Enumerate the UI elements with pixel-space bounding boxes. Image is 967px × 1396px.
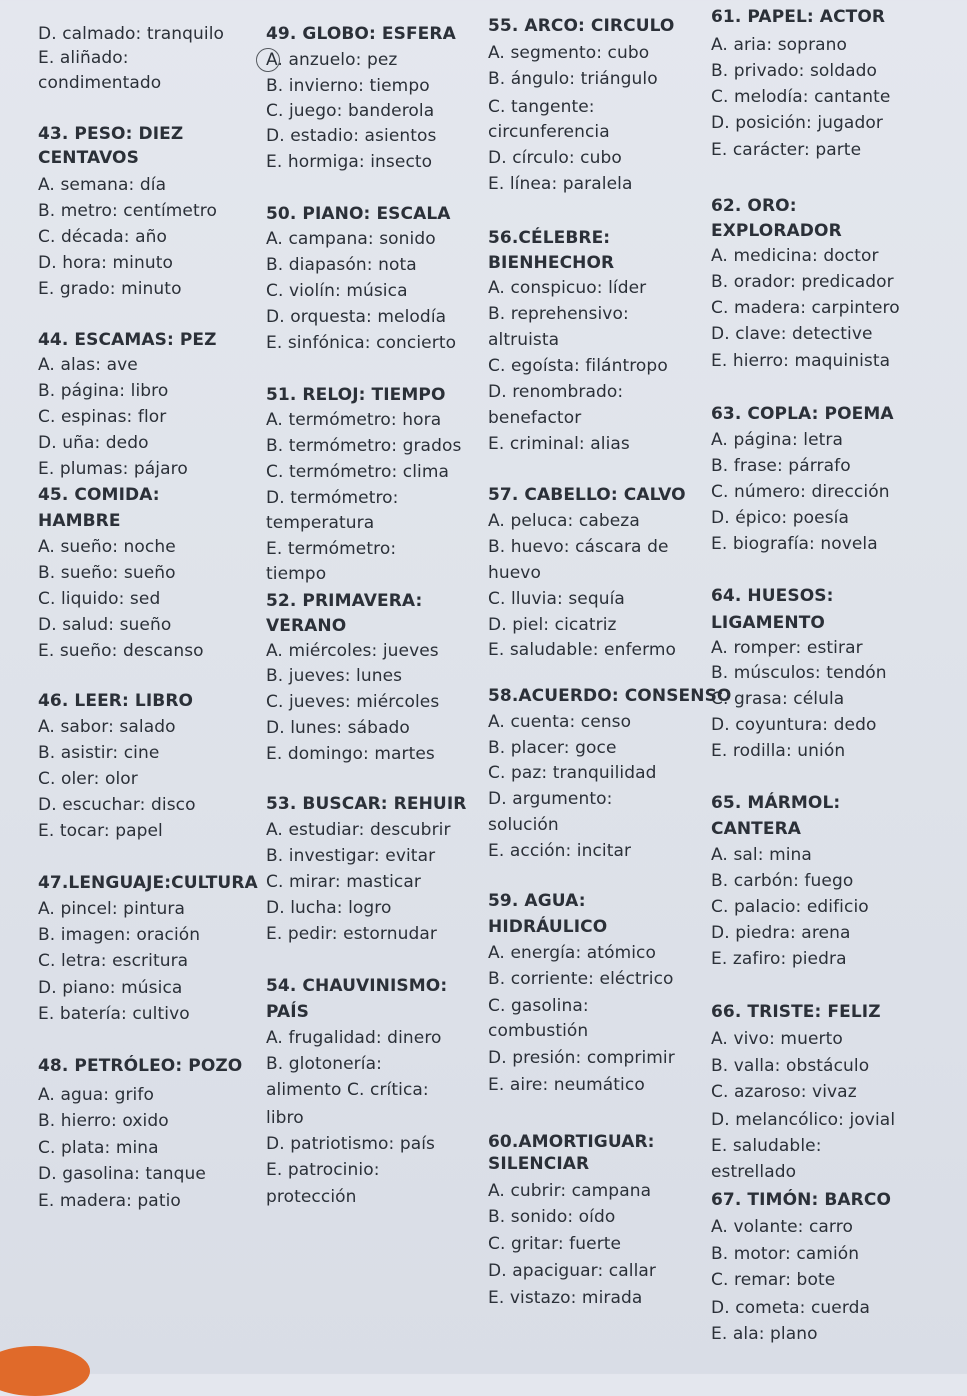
answer-option: E. pedir: estornudar <box>266 924 437 944</box>
answer-option: C. violín: música <box>266 281 408 301</box>
answer-option: B. metro: centímetro <box>38 201 217 221</box>
question-heading: 51. RELOJ: TIEMPO <box>266 385 446 405</box>
answer-option: C. melodía: cantante <box>711 87 891 107</box>
answer-option: D. lucha: logro <box>266 898 392 918</box>
answer-option: B. reprehensivo: <box>488 304 629 324</box>
answer-option: E. plumas: pájaro <box>38 459 188 479</box>
question-heading: HAMBRE <box>38 511 121 531</box>
answer-option: C. lluvia: sequía <box>488 589 625 609</box>
question-heading: 54. CHAUVINISMO: <box>266 976 448 996</box>
question-heading: HIDRÁULICO <box>488 917 608 937</box>
answer-option: E. rodilla: unión <box>711 741 846 761</box>
answer-option: D. piedra: arena <box>711 923 851 943</box>
answer-option: B. placer: goce <box>488 738 617 758</box>
answer-option: B. corriente: eléctrico <box>488 969 674 989</box>
question-heading: 61. PAPEL: ACTOR <box>711 7 886 27</box>
answer-option: E. grado: minuto <box>38 279 182 299</box>
answer-option: D. melancólico: jovial <box>711 1110 896 1130</box>
answer-option: E. biografía: novela <box>711 534 878 554</box>
question-heading: BIENHECHOR <box>488 253 615 273</box>
answer-option: E. línea: paralela <box>488 174 633 194</box>
answer-option: D. uña: dedo <box>38 433 149 453</box>
question-heading: 53. BUSCAR: REHUIR <box>266 794 467 814</box>
answer-option: A. romper: estirar <box>711 638 863 658</box>
answer-option: C. oler: olor <box>38 769 138 789</box>
answer-option: D. hora: minuto <box>38 253 174 273</box>
answer-option: D. cometa: cuerda <box>711 1298 871 1318</box>
answer-option: alimento C. crítica: <box>266 1080 429 1100</box>
question-heading: 58.ACUERDO: CONSENSO <box>488 686 732 706</box>
answer-option: C. plata: mina <box>38 1138 159 1158</box>
answer-option: libro <box>266 1108 304 1128</box>
answer-option: D. piel: cicatriz <box>488 615 617 635</box>
answer-option: E. tocar: papel <box>38 821 163 841</box>
answer-option: E. hierro: maquinista <box>711 351 891 371</box>
answer-option: A. sal: mina <box>711 845 812 865</box>
orange-corner-object <box>0 1346 90 1396</box>
answer-option: C. letra: escritura <box>38 951 189 971</box>
question-heading: 55. ARCO: CIRCULO <box>488 16 675 36</box>
answer-option: C. termómetro: clima <box>266 462 450 482</box>
answer-option: A. vivo: muerto <box>711 1029 843 1049</box>
question-heading: 44. ESCAMAS: PEZ <box>38 330 217 350</box>
answer-option: B. sonido: oído <box>488 1207 616 1227</box>
answer-option: C. espinas: flor <box>38 407 167 427</box>
answer-option: D. presión: comprimir <box>488 1048 675 1068</box>
answer-option: C. madera: carpintero <box>711 298 900 318</box>
answer-option: D. salud: sueño <box>38 615 172 635</box>
answer-option: C. década: año <box>38 227 168 247</box>
answer-option: C. grasa: célula <box>711 689 845 709</box>
answer-option: B. asistir: cine <box>38 743 160 763</box>
answer-option: B. motor: camión <box>711 1244 860 1264</box>
answer-option: E. vistazo: mirada <box>488 1288 643 1308</box>
question-heading: 63. COPLA: POEMA <box>711 404 894 424</box>
answer-option: B. página: libro <box>38 381 169 401</box>
question-heading: 67. TIMÓN: BARCO <box>711 1190 892 1210</box>
question-heading: 62. ORO: <box>711 196 797 216</box>
answer-option: A. sueño: noche <box>38 537 176 557</box>
question-heading: 47.LENGUAJE:CULTURA <box>38 873 258 893</box>
answer-option: D. calmado: tranquilo <box>38 24 225 44</box>
answer-option: altruista <box>488 330 560 350</box>
answer-option: E. madera: patio <box>38 1191 181 1211</box>
answer-option: B. frase: párrafo <box>711 456 851 476</box>
question-heading: 52. PRIMAVERA: <box>266 591 423 611</box>
answer-option: D. piano: música <box>38 978 183 998</box>
answer-option: A. semana: día <box>38 175 167 195</box>
answer-option: A. conspicuo: líder <box>488 278 647 298</box>
answer-option: huevo <box>488 563 541 583</box>
answer-option: E. acción: incitar <box>488 841 632 861</box>
answer-option: solución <box>488 815 559 835</box>
answer-option: C. paz: tranquilidad <box>488 763 657 783</box>
answer-option: D. orquesta: melodía <box>266 307 447 327</box>
answer-option: D. lunes: sábado <box>266 718 410 738</box>
answer-option: A. cubrir: campana <box>488 1181 652 1201</box>
answer-option: A. volante: carro <box>711 1217 853 1237</box>
answer-option: B. invierno: tiempo <box>266 76 430 96</box>
answer-option: A. medicina: doctor <box>711 246 879 266</box>
answer-option: B. glotonería: <box>266 1054 382 1074</box>
answer-option: B. huevo: cáscara de <box>488 537 669 557</box>
answer-option: protección <box>266 1187 357 1207</box>
answer-option: estrellado <box>711 1162 797 1182</box>
question-heading: EXPLORADOR <box>711 221 842 241</box>
question-heading: 43. PESO: DIEZ <box>38 124 184 144</box>
answer-option: D. escuchar: disco <box>38 795 196 815</box>
answer-option: E. ala: plano <box>711 1324 818 1344</box>
answer-option: A. energía: atómico <box>488 943 656 963</box>
answer-option: B. hierro: oxido <box>38 1111 169 1131</box>
answer-option: B. carbón: fuego <box>711 871 854 891</box>
answer-option: A. agua: grifo <box>38 1085 154 1105</box>
answer-option: C. egoísta: filántropo <box>488 356 668 376</box>
answer-option: E. patrocinio: <box>266 1160 380 1180</box>
answer-option: D. gasolina: tanque <box>38 1164 206 1184</box>
answer-option: A. campana: sonido <box>266 229 436 249</box>
answer-option: D. patriotismo: país <box>266 1134 436 1154</box>
answer-option: A. alas: ave <box>38 355 138 375</box>
answer-option: E. hormiga: insecto <box>266 152 433 172</box>
answer-option: B. sueño: sueño <box>38 563 176 583</box>
answer-option: E. saludable: enfermo <box>488 640 677 660</box>
answer-option: temperatura <box>266 513 375 533</box>
answer-option: A. sabor: salado <box>38 717 176 737</box>
answer-option: A. aria: soprano <box>711 35 848 55</box>
question-heading: VERANO <box>266 616 347 636</box>
answer-option: E. saludable: <box>711 1136 822 1156</box>
answer-option: C. palacio: edificio <box>711 897 869 917</box>
answer-option: E. sinfónica: concierto <box>266 333 457 353</box>
answer-option: E. domingo: martes <box>266 744 435 764</box>
answer-option: E. sueño: descanso <box>38 641 204 661</box>
answer-option: D. termómetro: <box>266 488 399 508</box>
answer-option: A. pincel: pintura <box>38 899 186 919</box>
answer-option: C. remar: bote <box>711 1270 836 1290</box>
question-heading: PAÍS <box>266 1002 310 1022</box>
answer-option: D. apaciguar: callar <box>488 1261 657 1281</box>
answer-option: B. imagen: oración <box>38 925 201 945</box>
answer-option: A. estudiar: descubrir <box>266 820 451 840</box>
answer-option: C. juego: banderola <box>266 101 435 121</box>
answer-option: B. músculos: tendón <box>711 663 887 683</box>
answer-option: E. aliñado: <box>38 48 129 68</box>
question-heading: 48. PETRÓLEO: POZO <box>38 1056 243 1076</box>
question-heading: 49. GLOBO: ESFERA <box>266 24 456 44</box>
answer-option: C. azaroso: vivaz <box>711 1082 857 1102</box>
question-heading: 56.CÉLEBRE: <box>488 228 611 248</box>
answer-option: E. carácter: parte <box>711 140 862 160</box>
question-heading: 45. COMIDA: <box>38 485 160 505</box>
answer-option: D. renombrado: <box>488 382 624 402</box>
answer-option: D. coyuntura: dedo <box>711 715 877 735</box>
answer-option: A. cuenta: censo <box>488 712 632 732</box>
answer-option: D. estadio: asientos <box>266 126 437 146</box>
question-heading: 64. HUESOS: <box>711 586 834 606</box>
answer-option: B. valla: obstáculo <box>711 1056 870 1076</box>
answer-option: condimentado <box>38 73 162 93</box>
question-heading: 57. CABELLO: CALVO <box>488 485 686 505</box>
answer-option: C. mirar: masticar <box>266 872 421 892</box>
question-heading: 59. AGUA: <box>488 891 586 911</box>
answer-option: benefactor <box>488 408 582 428</box>
answer-option: combustión <box>488 1021 589 1041</box>
answer-option: A. anzuelo: pez <box>266 50 398 70</box>
answer-option: B. ángulo: triángulo <box>488 69 658 89</box>
question-heading: SILENCIAR <box>488 1154 590 1174</box>
answer-option: C. liquido: sed <box>38 589 161 609</box>
question-heading: LIGAMENTO <box>711 613 825 633</box>
question-heading: CANTERA <box>711 819 802 839</box>
question-heading: 66. TRISTE: FELIZ <box>711 1002 881 1022</box>
question-heading: CENTAVOS <box>38 148 139 168</box>
question-heading: 46. LEER: LIBRO <box>38 691 194 711</box>
answer-option: A. segmento: cubo <box>488 43 650 63</box>
answer-option: D. épico: poesía <box>711 508 849 528</box>
answer-option: B. diapasón: nota <box>266 255 417 275</box>
answer-option: E. zafiro: piedra <box>711 949 847 969</box>
answer-option: B. termómetro: grados <box>266 436 462 456</box>
answer-option: B. investigar: evitar <box>266 846 436 866</box>
answer-option: B. orador: predicador <box>711 272 894 292</box>
answer-option: B. jueves: lunes <box>266 666 403 686</box>
answer-option: tiempo <box>266 564 327 584</box>
question-heading: 65. MÁRMOL: <box>711 793 841 813</box>
answer-option: A. página: letra <box>711 430 844 450</box>
answer-option: C. jueves: miércoles <box>266 692 440 712</box>
answer-option: E. termómetro: <box>266 539 397 559</box>
answer-option: D. clave: detective <box>711 324 873 344</box>
answer-option: C. gasolina: <box>488 996 589 1016</box>
answer-option: E. batería: cultivo <box>38 1004 190 1024</box>
answer-option: B. privado: soldado <box>711 61 878 81</box>
answer-option: E. aire: neumático <box>488 1075 645 1095</box>
answer-option: D. argumento: <box>488 789 613 809</box>
question-heading: 50. PIANO: ESCALA <box>266 204 451 224</box>
answer-option: A. termómetro: hora <box>266 410 442 430</box>
answer-option: A. frugalidad: dinero <box>266 1028 442 1048</box>
question-heading: 60.AMORTIGUAR: <box>488 1132 655 1152</box>
answer-option: A. peluca: cabeza <box>488 511 640 531</box>
answer-option: E. criminal: alias <box>488 434 630 454</box>
answer-option: A. miércoles: jueves <box>266 641 439 661</box>
answer-option: C. número: dirección <box>711 482 890 502</box>
answer-option: D. círculo: cubo <box>488 148 622 168</box>
answer-option: C. tangente: <box>488 97 595 117</box>
answer-option: C. gritar: fuerte <box>488 1234 622 1254</box>
answer-option: circunferencia <box>488 122 610 142</box>
answer-option: D. posición: jugador <box>711 113 883 133</box>
